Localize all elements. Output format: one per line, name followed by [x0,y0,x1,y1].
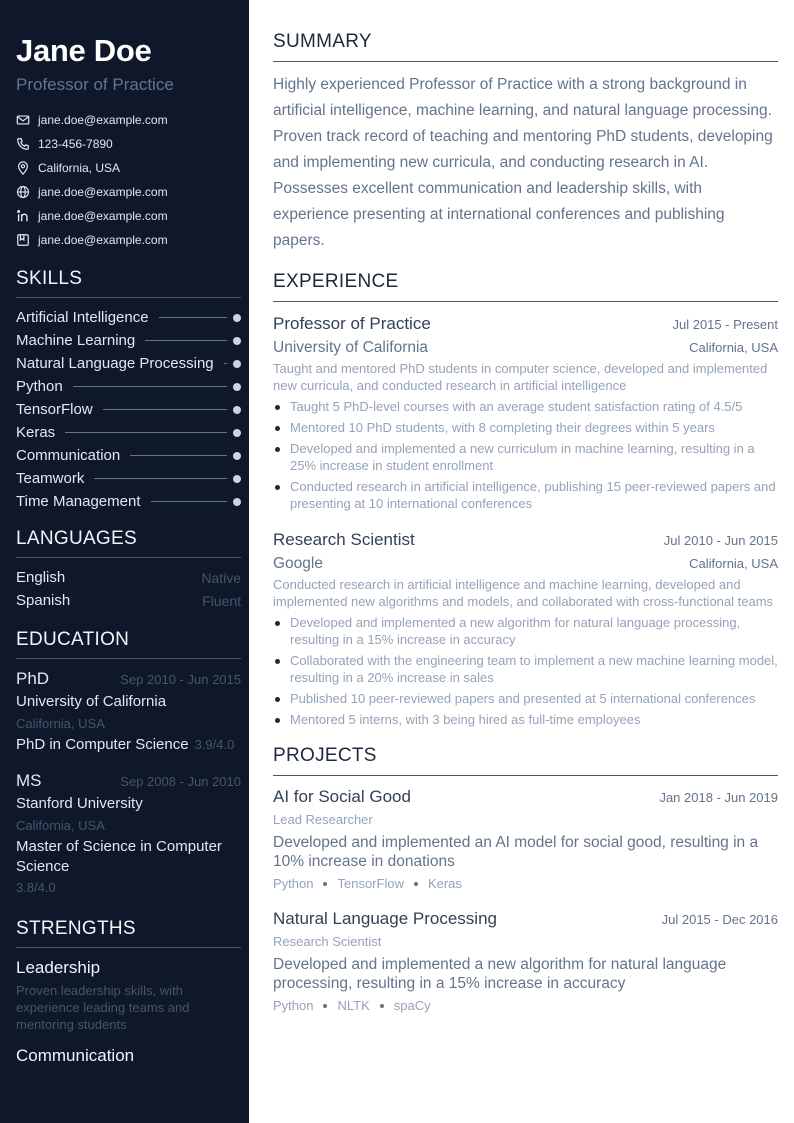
project-role: Research Scientist [273,934,382,949]
skill-dot [233,475,241,483]
job-location: California, USA [689,556,778,571]
skill-leader-line [159,317,227,318]
education-area: PhD in Computer Science [16,736,189,753]
skill-label: Machine Learning [16,332,136,349]
strength-name: Leadership [16,958,101,977]
contact-text: jane.doe@example.com [38,209,168,223]
skill-dot [233,498,241,506]
language-name: English [16,569,66,586]
education-degree: PhD [16,669,50,688]
education-school: Stanford University [16,795,143,812]
project-description: Developed and implemented an AI model for social good, resulting in a 10% increase in donations [273,834,759,870]
skill-leader-line [94,478,227,479]
skill-leader-line [151,501,228,502]
job-highlight: Mentored 10 PhD students, with 8 completing their degrees within 5 years [273,419,778,436]
skill-item [16,490,241,513]
candidate-name: Jane Doe [16,33,152,68]
education-dates: Sep 2008 - Jun 2010 [120,774,241,789]
education-area: Master of Science in Computer Science [16,838,222,875]
location-icon [16,161,30,175]
skill-dot [233,452,241,460]
project-tag: TensorFlow [337,876,404,891]
education-location: California, USA [16,818,105,833]
linkedin-icon [16,209,30,223]
contact-text: California, USA [38,161,121,175]
language-item [16,566,241,589]
job-highlight: Mentored 5 interns, with 3 being hired as full-time employees [273,711,778,728]
email-icon [16,113,30,127]
contact-phone[interactable] [16,132,241,156]
skill-leader-line [103,409,227,410]
tag-separator [380,1004,384,1008]
project-tags [273,875,778,893]
contact-linkedin[interactable] [16,204,241,228]
skill-leader-line [145,340,227,341]
summary-heading: SUMMARY [273,30,778,62]
skill-item [16,421,241,444]
project-title: Natural Language Processing [273,909,497,928]
education-item [16,769,241,899]
skill-dot [233,406,241,414]
skill-label: Artificial Intelligence [16,309,149,326]
experience-heading: EXPERIENCE [273,270,778,302]
project-tags [273,997,778,1015]
contact-text: jane.doe@example.com [38,113,168,127]
sidebar [0,0,249,1123]
globe-icon [16,185,30,199]
skill-dot [233,314,241,322]
job-company: Google [273,555,323,572]
job-company: University of California [273,339,429,356]
contact-email[interactable] [16,108,241,132]
skill-leader-line [65,432,227,433]
project-tag: Python [273,998,314,1013]
summary-text: Highly experienced Professor of Practice with a strong background in artificial intelligence, machine learning, and natural language processing. Proven track record of teaching and mentoring PhD students, developing and implementing new curricula, and conducting research in AI. Possesses excellent communication and leadership skills, with experience presenting at international conferences and publishing papers. [273,76,773,249]
skill-label: Keras [16,424,56,441]
skill-label: TensorFlow [16,401,93,418]
job-dates: Jul 2010 - Jun 2015 [663,533,778,548]
project-item [273,907,778,1015]
skill-label: Communication [16,447,121,464]
projects-heading: PROJECTS [273,744,778,776]
language-level: Fluent [202,592,241,609]
contact-text: jane.doe@example.com [38,185,168,199]
project-description: Developed and implemented a new algorithm for natural language processing, resulting in a 15% increase in accuracy [273,956,727,992]
project-tag: spaCy [393,998,431,1013]
contact-location [16,156,241,180]
tag-separator [323,882,327,886]
tag-separator [414,882,418,886]
skill-label: Natural Language Processing [16,355,214,372]
skill-item [16,306,241,329]
job-description: Taught and mentored PhD students in computer science, developed and implemented new curricula, and conducted research in artificial intelligence [273,361,768,393]
job-highlight: Collaborated with the engineering team to implement a new machine learning model, resulting in a 20% increase in sales [273,652,778,686]
job-highlight: Developed and implemented a new algorithm for natural language processing, resulting in a 15% increase in accuracy [273,614,778,648]
project-tag: NLTK [337,998,370,1013]
skills-heading: SKILLS [16,268,241,298]
job-highlight: Developed and implemented a new curriculum in machine learning, resulting in a 25% increase in student enrollment [273,440,778,474]
contact-text: jane.doe@example.com [38,233,168,247]
project-item [273,785,778,893]
skill-item [16,375,241,398]
education-school: University of California [16,693,167,710]
education-score: 3.9/4.0 [194,737,235,752]
project-title: AI for Social Good [273,787,411,806]
candidate-role: Professor of Practice [16,75,174,94]
project-dates: Jan 2018 - Jun 2019 [659,790,778,805]
skill-dot [233,360,241,368]
strength-item [16,957,241,1033]
job-highlight: Published 10 peer-reviewed papers and presented at 5 international conferences [273,690,778,707]
job-description: Conducted research in artificial intelligence and machine learning, developed and implemented new algorithms and models, and collaborated with cross-functional teams [273,577,774,609]
skill-item [16,352,241,375]
language-level: Native [201,569,241,586]
education-item [16,667,241,755]
skills-list [16,306,241,513]
project-role: Lead Researcher [273,812,373,827]
contact-list [16,108,241,252]
job-highlight: Taught 5 PhD-level courses with an average student satisfaction rating of 4.5/5 [273,398,778,415]
skill-leader-line [73,386,227,387]
skill-item [16,467,241,490]
contact-text: 123-456-7890 [38,137,113,151]
language-item [16,589,241,612]
project-tag: Python [273,876,314,891]
skill-label: Teamwork [16,470,85,487]
strength-item [16,1045,241,1067]
job-location: California, USA [689,340,778,355]
contact-profile[interactable] [16,228,241,252]
education-heading: EDUCATION [16,629,241,659]
phone-icon [16,137,30,151]
skill-dot [233,429,241,437]
job-highlights [273,614,778,728]
strengths-heading: STRENGTHS [16,918,241,948]
language-name: Spanish [16,592,71,609]
contact-website[interactable] [16,180,241,204]
skill-item [16,329,241,352]
skill-leader-line [130,455,227,456]
skill-label: Time Management [16,493,141,510]
education-location: California, USA [16,716,105,731]
strength-name: Communication [16,1046,135,1065]
job-highlight: Conducted research in artificial intelligence, publishing 15 peer-reviewed papers and presenting at 10 international conferences [273,478,778,512]
profile-icon [16,233,30,247]
experience-item [273,312,778,512]
languages-list [16,566,241,612]
project-dates: Jul 2015 - Dec 2016 [661,912,778,927]
project-tag: Keras [427,876,462,891]
skill-item [16,398,241,421]
education-dates: Sep 2010 - Jun 2015 [120,672,241,687]
tag-separator [323,1004,327,1008]
skill-dot [233,383,241,391]
strength-description: Proven leadership skills, with experience leading teams and mentoring students [16,983,190,1032]
job-highlights [273,398,778,512]
skill-label: Python [16,378,63,395]
skill-dot [233,337,241,345]
languages-heading: LANGUAGES [16,528,241,558]
experience-item [273,528,778,728]
skill-leader-line [224,363,227,364]
job-title: Research Scientist [273,530,415,549]
skill-item [16,444,241,467]
job-title: Professor of Practice [273,314,431,333]
main-content [273,30,778,1015]
education-score: 3.8/4.0 [16,880,56,895]
job-dates: Jul 2015 - Present [672,317,778,332]
education-degree: MS [16,771,42,790]
